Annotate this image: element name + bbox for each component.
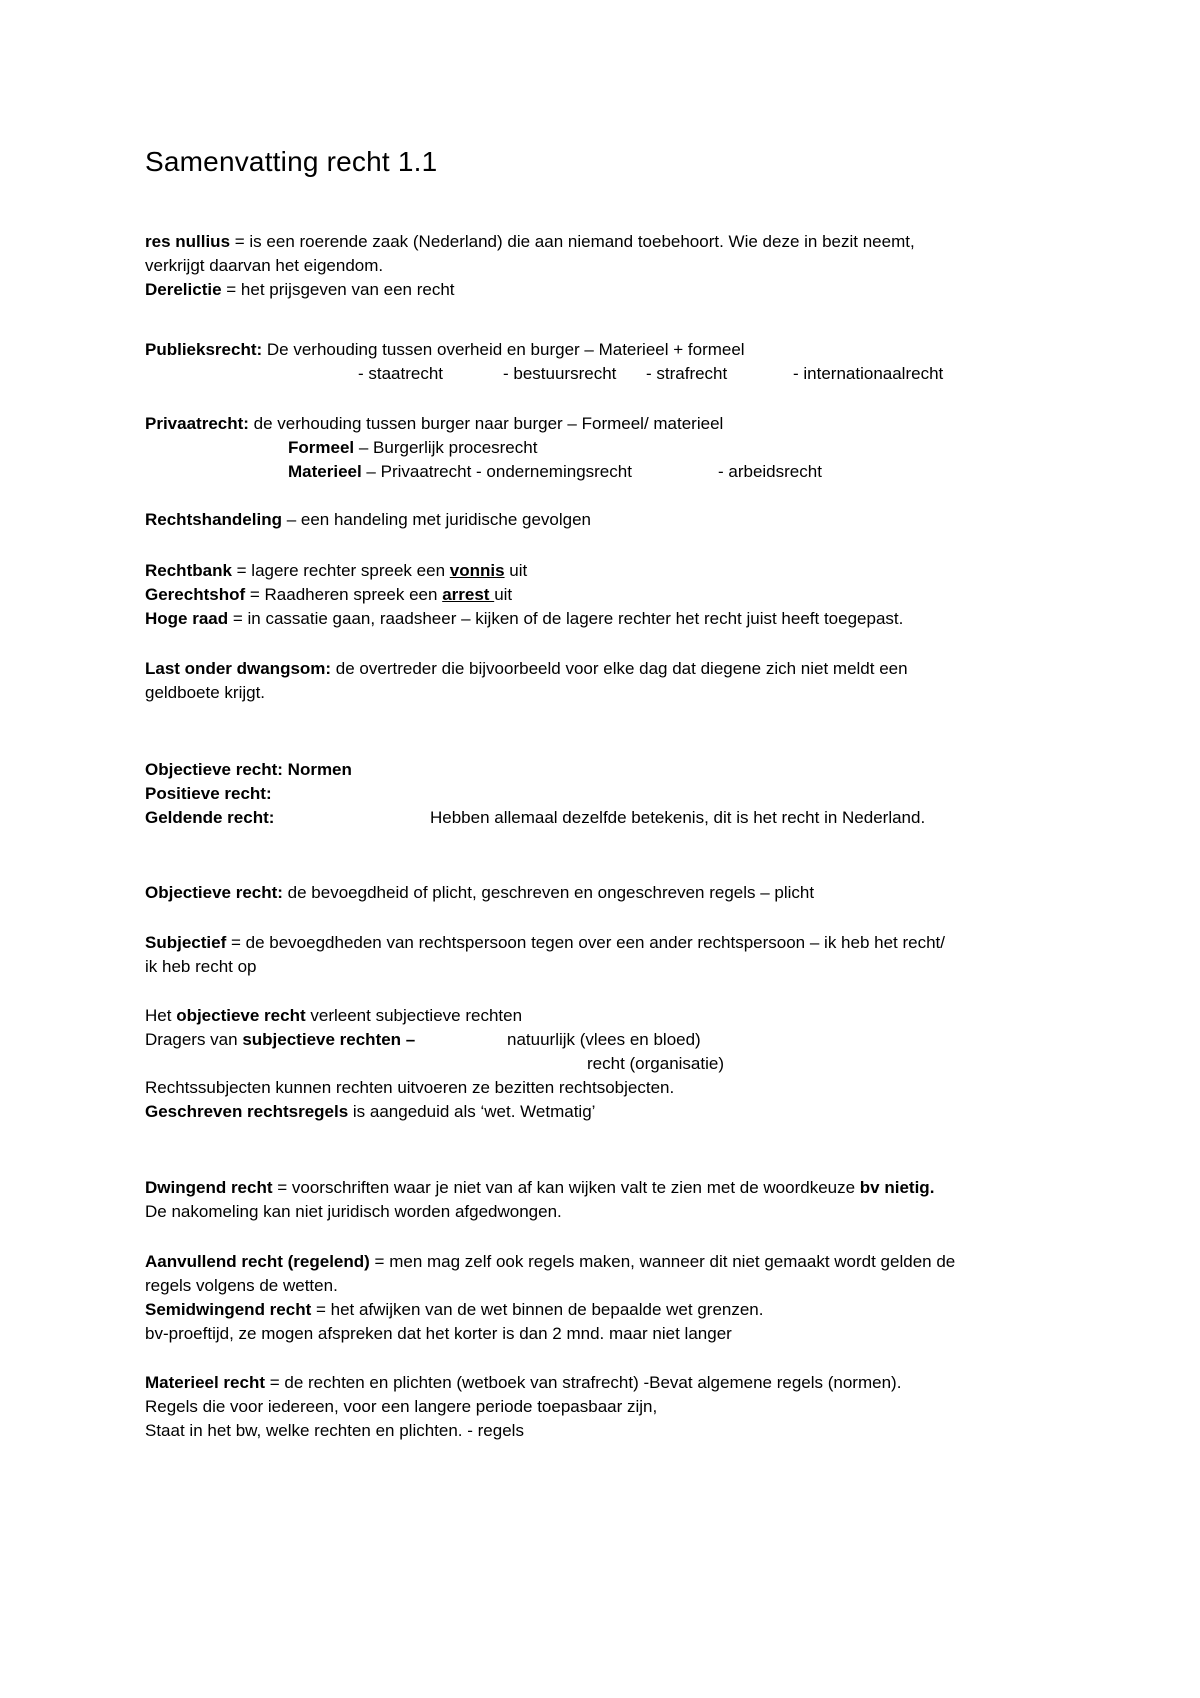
- line-subjectief-cont: ik heb recht op: [145, 957, 257, 976]
- line-dwangsom: Last onder dwangsom: de overtreder die bijvoorbeeld voor elke dag dat diegene zich niet meldt een: [145, 659, 908, 678]
- line-privaatrecht: Privaatrecht: de verhouding tussen burger naar burger – Formeel/ materieel: [145, 414, 724, 433]
- line-aanvullend-cont: regels volgens de wetten.: [145, 1276, 338, 1295]
- publiek-item-staatrecht: - staatrecht: [358, 364, 444, 383]
- publiek-item-internationaalrecht: - internationaalrecht: [793, 364, 944, 383]
- line-dragers-recht: recht (organisatie): [587, 1054, 725, 1073]
- line-dwingend-cont: De nakomeling kan niet juridisch worden afgedwongen.: [145, 1202, 562, 1221]
- line-materieel-recht-cont2: Staat in het bw, welke rechten en plichten. - regels: [145, 1421, 524, 1440]
- line-het-objectieve: Het objectieve recht verleent subjectieve rechten: [145, 1006, 523, 1025]
- term-objectieve-normen: Objectieve recht: Normen: [145, 760, 352, 779]
- term-dwangsom: Last onder dwangsom:: [145, 659, 332, 678]
- line-res-nullius: res nullius = is een roerende zaak (Nederland) die aan niemand toebehoort. Wie deze in bezit neemt,: [145, 232, 915, 251]
- line-dragers: Dragers van subjectieve rechten –: [145, 1030, 416, 1049]
- term-derelictie: Derelictie: [145, 280, 222, 299]
- term-aanvullend: Aanvullend recht (regelend): [145, 1252, 370, 1271]
- term-res-nullius: res nullius: [145, 232, 231, 251]
- line-gerechtshof: Gerechtshof = Raadheren spreek een arrest uit: [145, 585, 513, 604]
- line-hoge-raad: Hoge raad = in cassatie gaan, raadsheer – kijken of de lagere rechter het recht juist heeft toegepast.: [145, 609, 904, 628]
- term-rechtbank: Rechtbank: [145, 561, 232, 580]
- line-objectieve-recht: Objectieve recht: de bevoegdheid of plicht, geschreven en ongeschreven regels – plicht: [145, 883, 815, 902]
- term-dwingend: Dwingend recht: [145, 1178, 273, 1197]
- term-privaatrecht: Privaatrecht:: [145, 414, 249, 433]
- term-subjectieve-rechten: subjectieve rechten –: [242, 1030, 416, 1049]
- term-bv-nietig: bv nietig.: [859, 1178, 935, 1197]
- line-publieksrecht: Publieksrecht: De verhouding tussen overheid en burger – Materieel + formeel: [145, 340, 745, 359]
- line-aanvullend: Aanvullend recht (regelend) = men mag zelf ook regels maken, wanneer dit niet gemaakt wordt gelden de: [145, 1252, 956, 1271]
- line-dwingend: Dwingend recht = voorschriften waar je niet van af kan wijken valt te zien met de woordkeuze bv nietig.: [145, 1178, 935, 1197]
- term-geldende: Geldende recht:: [145, 808, 275, 827]
- publiek-item-bestuursrecht: - bestuursrecht: [503, 364, 617, 383]
- term-publieksrecht: Publieksrecht:: [145, 340, 263, 359]
- term-arrest: arrest: [442, 585, 495, 604]
- line-materieel-recht-cont1: Regels die voor iedereen, voor een langere periode toepasbaar zijn,: [145, 1397, 658, 1416]
- line-rechtssubjecten: Rechtssubjecten kunnen rechten uitvoeren ze bezitten rechtsobjecten.: [145, 1078, 675, 1097]
- term-positieve: Positieve recht:: [145, 784, 272, 803]
- line-geschreven: Geschreven rechtsregels is aangeduid als ‘wet. Wetmatig’: [145, 1102, 596, 1121]
- line-dwangsom-cont: geldboete krijgt.: [145, 683, 266, 702]
- term-vonnis: vonnis: [449, 561, 505, 580]
- line-semidwingend-cont: bv-proeftijd, ze mogen afspreken dat het korter is dan 2 mnd. maar niet langer: [145, 1324, 732, 1343]
- line-dragers-natuurlijk: natuurlijk (vlees en bloed): [507, 1030, 701, 1049]
- term-materieel-recht: Materieel recht: [145, 1373, 265, 1392]
- term-geschreven: Geschreven rechtsregels: [145, 1102, 349, 1121]
- line-semidwingend: Semidwingend recht = het afwijken van de wet binnen de bepaalde wet grenzen.: [145, 1300, 764, 1319]
- term-subjectief: Subjectief: [145, 933, 227, 952]
- publiek-item-strafrecht: - strafrecht: [646, 364, 728, 383]
- line-rechtshandeling: Rechtshandeling – een handeling met juridische gevolgen: [145, 510, 592, 529]
- line-rechtbank: Rechtbank = lagere rechter spreek een vonnis uit: [145, 561, 528, 580]
- term-hoge-raad: Hoge raad: [145, 609, 229, 628]
- page-title: Samenvatting recht 1.1: [145, 146, 438, 177]
- line-materieel-recht: Materieel recht = de rechten en plichten (wetboek van strafrecht) -Bevat algemene regels (normen).: [145, 1373, 902, 1392]
- line-formeel: Formeel – Burgerlijk procesrecht: [288, 438, 538, 457]
- line-geldende: [145, 806, 274, 830]
- line-materieel: Materieel – Privaatrecht - ondernemingsrecht: [288, 462, 632, 481]
- term-rechtshandeling: Rechtshandeling: [145, 510, 282, 529]
- line-derelictie: Derelictie = het prijsgeven van een recht: [145, 280, 455, 299]
- term-gerechtshof: Gerechtshof: [145, 585, 246, 604]
- term-objectieve-recht: Objectieve recht:: [145, 883, 283, 902]
- line-geldende-text: Hebben allemaal dezelfde betekenis, dit is het recht in Nederland.: [430, 808, 926, 827]
- term-formeel: Formeel: [288, 438, 355, 457]
- line-subjectief: Subjectief = de bevoegdheden van rechtspersoon tegen over een ander rechtspersoon – ik heb het recht/: [145, 933, 945, 952]
- term-het-objectieve: objectieve recht: [176, 1006, 306, 1025]
- term-semidwingend: Semidwingend recht: [145, 1300, 312, 1319]
- term-materieel: Materieel: [288, 462, 362, 481]
- line-res-nullius-cont: verkrijgt daarvan het eigendom.: [145, 256, 384, 275]
- line-positieve: [145, 782, 272, 806]
- line-materieel-extra: - arbeidsrecht: [718, 462, 822, 481]
- line-objectieve-normen: [145, 758, 352, 782]
